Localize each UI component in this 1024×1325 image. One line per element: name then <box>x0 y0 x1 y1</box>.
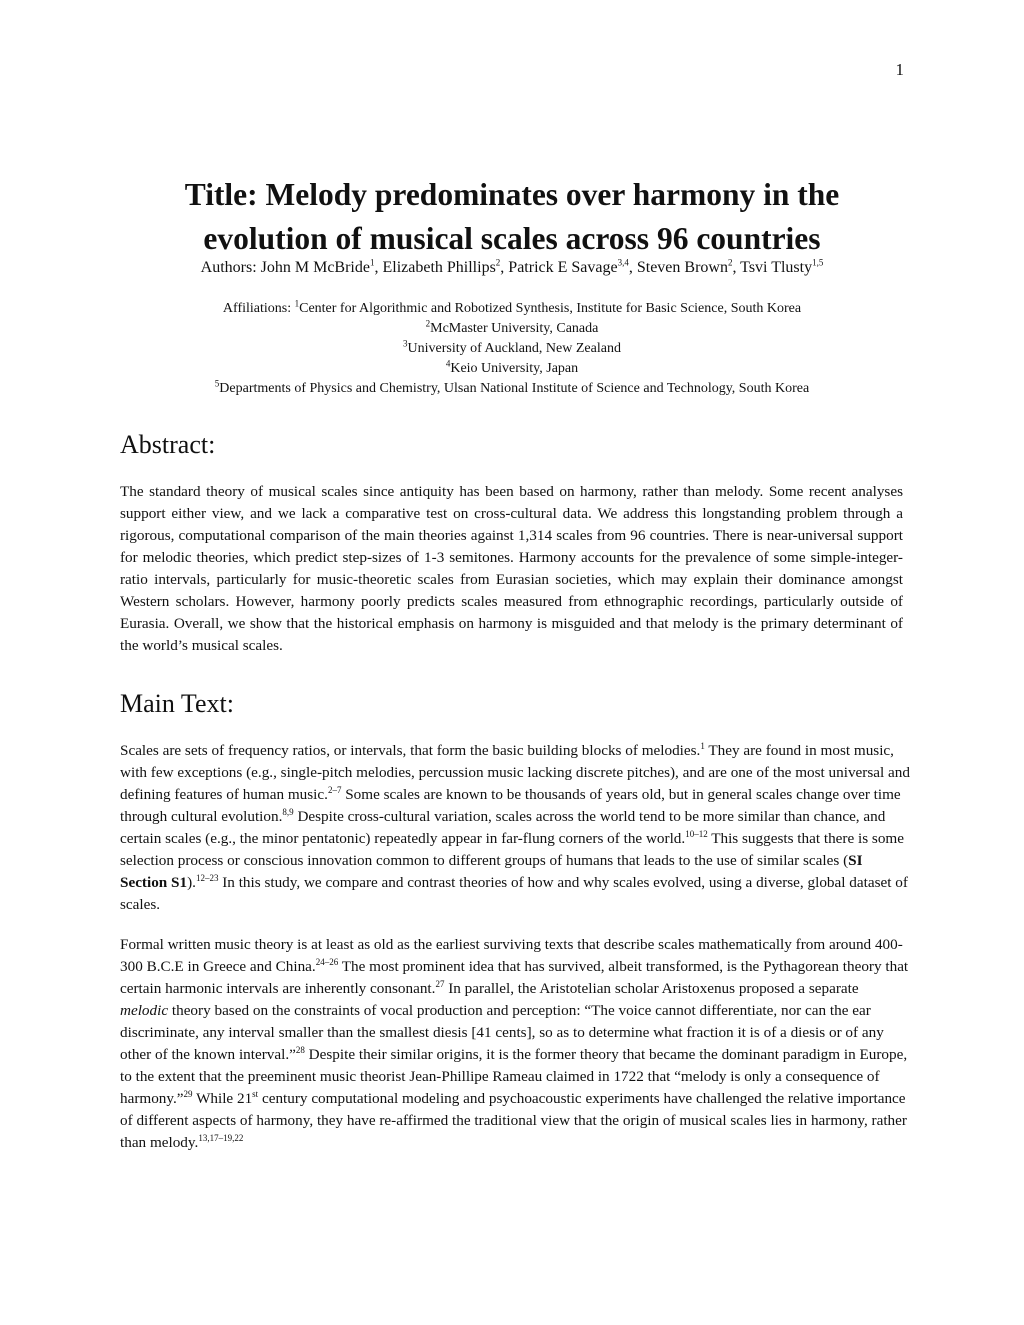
body-paragraph-2 <box>120 934 910 1154</box>
citation: 12–23 <box>195 872 219 883</box>
emphasis-melodic: melodic <box>120 1002 169 1019</box>
author-affiliation-mark: 1,5 <box>812 257 824 268</box>
citation: 1 <box>700 740 705 751</box>
ordinal-suffix: st <box>252 1088 259 1099</box>
citation: 13,17–19,22 <box>198 1132 244 1143</box>
authors-prefix: Authors: <box>200 259 261 276</box>
author-name: Steven Brown <box>636 259 728 276</box>
author-name: Patrick E Savage <box>508 259 618 276</box>
author-list <box>100 259 924 277</box>
citation: 29 <box>183 1088 193 1099</box>
affiliation-text: McMaster University, Canada <box>430 321 599 336</box>
citation: 10–12 <box>685 828 708 839</box>
page-number: 1 <box>895 60 904 79</box>
author-separator: , <box>732 259 741 276</box>
affiliation-mark: 4 <box>445 358 451 369</box>
text-run: This suggests that there is some selection process or conscious innovation common to different groups of humans that leads to the use of similar scales ( <box>120 830 904 869</box>
body-paragraph-1 <box>120 740 910 916</box>
affiliation-text: University of Auckland, New Zealand <box>407 341 621 356</box>
author-separator: , <box>500 259 509 276</box>
affiliation-mark: 1 <box>294 298 300 309</box>
affiliation-text: Center for Algorithmic and Robotized Synthesis, Institute for Basic Science, South Korea <box>299 301 802 316</box>
affiliation-mark: 3 <box>403 338 408 349</box>
main-text-heading: Main Text: <box>120 689 234 718</box>
citation: 28 <box>295 1044 305 1055</box>
author-affiliation-mark: 2 <box>495 257 501 268</box>
author-separator: , <box>374 259 383 276</box>
text-run: ). <box>187 874 196 891</box>
affiliation-line <box>100 319 924 339</box>
author-affiliation-mark: 2 <box>727 257 733 268</box>
author-separator: , <box>628 259 637 276</box>
si-section-reference: SI Section S1 <box>120 852 863 891</box>
affiliation-line <box>100 339 924 359</box>
text-run: century computational modeling and psychoacoustic experiments have challenged the relative importance of different aspects of harmony, they have re-affirmed the traditional view that the origin of musical scales lies in harmony, rather than melody. <box>120 1090 907 1151</box>
affiliation-mark: 5 <box>214 378 220 389</box>
affiliations-prefix: Affiliations: <box>222 301 295 316</box>
author-affiliation-mark: 1 <box>369 257 375 268</box>
title-line-2: evolution of musical scales across 96 countries <box>203 221 821 257</box>
citation: 24–26 <box>315 956 339 967</box>
affiliation-text: Keio University, Japan <box>450 361 579 376</box>
text-run: While 21 <box>192 1090 253 1107</box>
paper-title <box>100 173 924 261</box>
text-run: In parallel, the Aristotelian scholar Aristoxenus proposed a separate <box>444 980 859 997</box>
text-run: Despite their similar origins, it is the former theory that became the dominant paradigm in Europe, to the extent that the preeminent music theorist Jean-Phillipe Rameau claimed in 1722 that “melody is only a consequence of harmony.” <box>120 1046 908 1107</box>
text-run: Some scales are known to be thousands of years old, but in general scales change over time through cultural evolution. <box>120 786 901 825</box>
affiliation-line <box>100 359 924 379</box>
text-run: Formal written music theory is at least as old as the earliest surviving texts that describe scales mathematically from around 400-300 B.C.E in Greece and China. <box>120 936 903 975</box>
affiliations <box>100 299 924 399</box>
affiliation-text: Departments of Physics and Chemistry, Ulsan National Institute of Science and Technology, South Korea <box>219 381 810 396</box>
citation: 2–7 <box>327 784 342 795</box>
citation: 8,9 <box>282 806 294 817</box>
author-name: John M McBride <box>260 259 370 276</box>
affiliation-mark: 2 <box>425 318 431 329</box>
text-run: The most prominent idea that has survived, albeit transformed, is the Pythagorean theory that certain harmonic intervals are inherently consonant. <box>120 958 909 997</box>
text-run: They are found in most music, with few exceptions (e.g., single-pitch melodies, percussion music lacking discrete pitches), and are one of the most universal and defining features of human music. <box>120 742 910 803</box>
title-line-1: Title: Melody predominates over harmony in the <box>184 177 840 213</box>
author-name: Elizabeth Phillips <box>382 259 496 276</box>
citation: 27 <box>435 978 445 989</box>
abstract-heading: Abstract: <box>120 430 216 459</box>
affiliation-line <box>100 299 924 319</box>
abstract-text: The standard theory of musical scales since antiquity has been based on harmony, rather than melody. Some recent analyses support either view, and we lack a comparative test on cross-cultural data. We address this longstanding problem through a rigorous, computational comparison of the main theories against 1,314 scales from 96 countries. There is near-universal support for melodic theories, which predict step-sizes of 1-3 semitones. Harmony accounts for the prevalence of some simple-integer-ratio intervals, particularly for music-theoretic scales from Eurasian societies, which may explain their dominance amongst Western scholars. However, harmony poorly predicts scales measured from ethnographic recordings, particularly outside of Eurasia. Overall, we show that the historical emphasis on harmony is misguided and that melody is the primary determinant of the world’s musical scales. <box>120 483 903 654</box>
author-affiliation-mark: 3,4 <box>617 257 629 268</box>
text-run: Scales are sets of frequency ratios, or intervals, that form the basic building blocks of melodies. <box>120 742 701 759</box>
text-run: theory based on the constraints of vocal production and perception: “The voice cannot differentiate, nor can the ear discriminate, any interval smaller than the smallest diesis [41 cents], so as to determine what fraction it is of a diesis or of any other of the known interval.” <box>120 1002 884 1063</box>
text-run: Despite cross-cultural variation, scales across the world tend to be more similar than chance, and certain scales (e.g., the minor pentatonic) repeatedly appear in far-flung corners of the world. <box>120 808 886 847</box>
author-name: Tsvi Tlusty <box>740 259 813 276</box>
text-run: In this study, we compare and contrast theories of how and why scales evolved, using a diverse, global dataset of scales. <box>120 874 908 913</box>
affiliation-line <box>100 379 924 399</box>
